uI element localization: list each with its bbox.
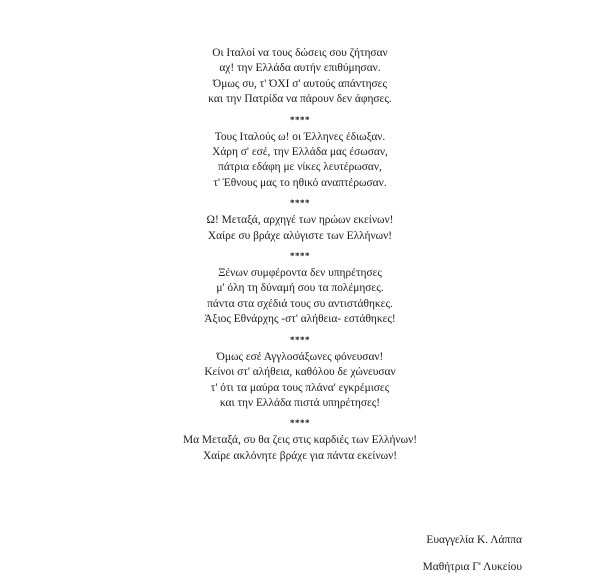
poem-line: και την Πατρίδα να πάρουν δεν άφησες. <box>208 93 392 106</box>
poem-line: Όμως εσέ Αγγλοσάξωνες φόνευσαν! <box>216 350 384 363</box>
poem-line: Ω! Μεταξά, αρχηγέ των ηρώων εκείνων! <box>206 214 394 227</box>
poem-line: αχ! την Ελλάδα αυτήν επιθύμησαν. <box>219 62 381 75</box>
poem-line: Χαίρε συ βράχε αλύγιστε των Ελλήνων! <box>207 229 393 242</box>
poem-line: τ' Έθνους μας το ηθικό αναπτέρωσαν. <box>213 176 387 189</box>
poem-stanza <box>100 334 500 412</box>
poem-stanza <box>100 197 500 244</box>
poem-line: Άξιος Εθνάρχης -στ' αλήθεια- εστάθηκες! <box>204 313 396 326</box>
poem-line: Μα Μεταξά, συ θα ζεις στις καρδιές των Ελλήνων! <box>182 434 418 447</box>
poem-line: πάντα στα σχέδιά τους συ αντιστάθηκες. <box>207 297 393 310</box>
poem-stanza <box>100 417 500 464</box>
poem-line: Οι Ιταλοί να τους δώσεις σου ζήτησαν <box>212 47 388 59</box>
stanza-separator: **** <box>290 114 310 125</box>
poem-stanza <box>100 46 500 108</box>
stanza-separator: **** <box>290 334 310 345</box>
author-name: Ευαγγελία Κ. Λάππα <box>426 534 522 546</box>
poem-line: μ' όλη τη δύναμή σου τα πολέμησες. <box>216 282 384 295</box>
poem-line: Τους Ιταλούς ω! οι Έλληνες έδιωξαν. <box>214 130 386 143</box>
poem-stanza <box>100 114 500 192</box>
author-role: Μαθήτρια Γ' Λυκείου <box>422 561 522 573</box>
poem-line: Ξένων συμφέροντα δεν υπηρέτησες <box>218 267 382 280</box>
poem-line: Χαίρε ακλόνητε βράχε για πάντα εκείνων! <box>202 449 398 462</box>
poem-body <box>100 46 500 464</box>
poem-line: Χάρη σ' εσέ, την Ελλάδα μας έσωσαν, <box>212 146 388 159</box>
stanza-separator: **** <box>290 418 310 429</box>
poem-stanza <box>100 250 500 328</box>
poem-line: πάτρια εδάφη με νίκες λευτέρωσαν, <box>218 161 382 174</box>
poem-line: Όμως συ, τ' ΌΧΙ σ' αυτούς απάντησες <box>213 77 387 90</box>
poem-line: τ' ότι τα μαύρα τους πλάνα' εγκρέμισες <box>210 381 390 394</box>
poem-line: και την Ελλάδα πιστά υπηρέτησες! <box>219 396 381 409</box>
stanza-separator: **** <box>290 198 310 209</box>
stanza-separator: **** <box>290 251 310 262</box>
poem-line: Κείνοι στ' αλήθεια, καθόλου δε χώνευσαν <box>204 366 396 379</box>
